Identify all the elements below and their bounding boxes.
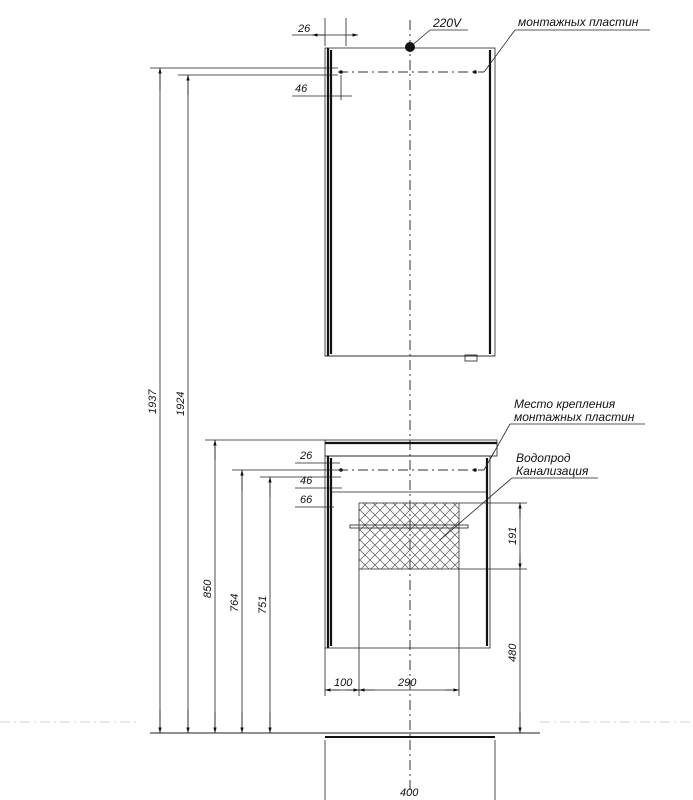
dim-label-290: 290 <box>398 677 417 689</box>
dim-label-mid-26: 26 <box>300 450 313 462</box>
dim-label-100: 100 <box>334 677 353 689</box>
dim-label-191: 191 <box>507 526 519 545</box>
dim-label-mid-66: 66 <box>300 494 313 506</box>
dim-label-top-46: 46 <box>295 83 308 95</box>
dim-label-1924: 1924 <box>175 391 187 416</box>
mounting-plates-top-label: монтажных пластин <box>518 15 639 29</box>
dim-label-1937: 1937 <box>147 389 159 414</box>
water-supply-label: Водопрод <box>516 451 571 465</box>
mounting-place-label-line2: монтажных пластин <box>514 410 635 424</box>
dimension-1924 <box>175 75 338 733</box>
dim-label-top-26: 26 <box>298 23 311 35</box>
dim-label-bottom-width: 400 <box>400 787 419 799</box>
mounting-plates-top-callout <box>484 15 650 72</box>
dimension-764 <box>229 470 341 733</box>
dim-label-480: 480 <box>507 643 519 662</box>
plumbing-callout <box>440 451 598 540</box>
dimension-top-46 <box>292 75 352 100</box>
dim-label-mid-46: 46 <box>300 475 313 487</box>
dimension-191 <box>459 503 527 569</box>
mounting-place-label-line1: Место крепления <box>514 397 616 411</box>
dim-label-850: 850 <box>202 579 214 598</box>
sewer-label: Канализация <box>516 464 589 478</box>
dimension-100-290 <box>325 569 459 696</box>
dim-label-751: 751 <box>257 595 269 614</box>
power-callout <box>410 16 468 47</box>
dimension-480 <box>507 569 520 733</box>
dim-label-764: 764 <box>229 593 241 612</box>
power-label: 220V <box>433 16 462 30</box>
dimension-mid-26 <box>295 450 340 463</box>
vanity-unit <box>325 440 497 648</box>
dimension-top-26 <box>292 18 358 46</box>
